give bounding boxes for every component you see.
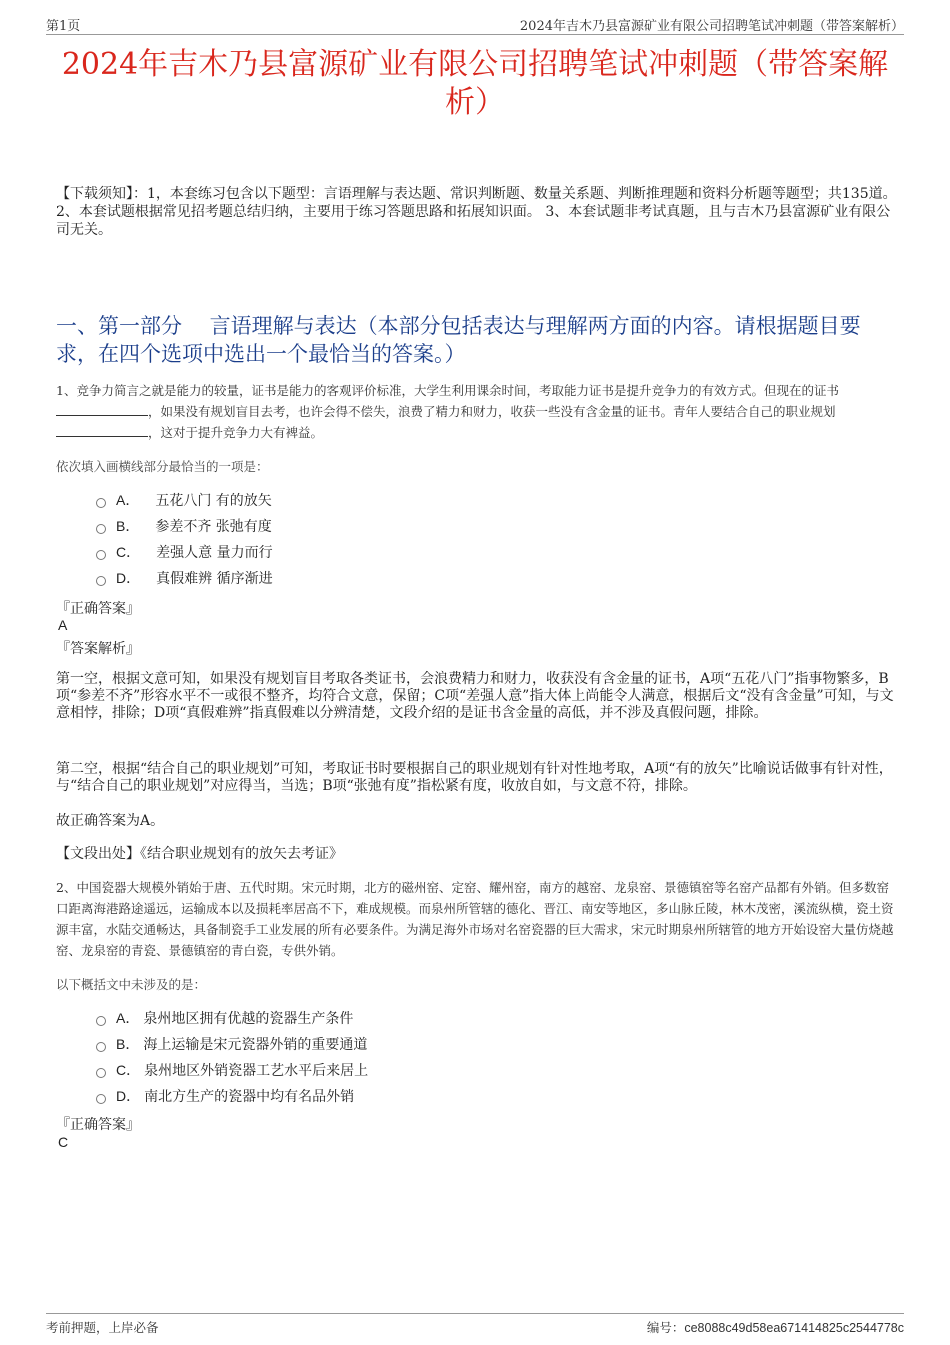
- q1-options: [96, 487, 273, 591]
- q1-analysis-label: 『答案解析』: [56, 641, 140, 657]
- q1-analysis-3: [56, 813, 898, 830]
- q1-analysis-2: [56, 761, 898, 795]
- q1-analysis: [56, 671, 898, 722]
- question-2-stem: 2、中国瓷器大规模外销始于唐、五代时期。宋元时期，北方的磁州窑、定窑、耀州窑，南方的越窑、龙泉窑、景德镇窑等名窑产品都有外销。但多数窑口距离海港路途遥远，运输成本以及损耗率居高不下，难成规模。而泉州所管辖的德化、晋江、南安等地区，多山脉丘陵，林木茂密，溪流纵横，瓷土资源丰富，水陆交通畅达，具备制瓷手工业发展的所有必要条件。为满足海外市场对名窑瓷器的巨大需求，宋元时期泉州所辖管的地方开始设窑大量仿烧越窑、龙泉窑的青瓷、景德镇窑的青白瓷，专供外销。: [56, 880, 894, 958]
- page-footer: [46, 1313, 904, 1335]
- q1-answer: A: [58, 617, 68, 633]
- q2-option-b[interactable]: B． 海上运输是宋元瓷器外销的重要通道: [96, 1031, 368, 1057]
- code-value: ce8088c49d58ea671414825c2544778c: [684, 1321, 904, 1335]
- q1-text-part-b: ，如果没有规划盲目去考，也许会得不偿失，浪费了精力和财力，收获一些没有含金量的证书。青年人要结合自己的职业规划: [148, 404, 836, 419]
- q2-option-a[interactable]: A． 泉州地区拥有优越的瓷器生产条件: [96, 1005, 368, 1031]
- question-1-stem: [56, 380, 898, 443]
- q1-answer-label: 『正确答案』: [56, 601, 140, 617]
- radio-icon[interactable]: [96, 576, 106, 586]
- q1-option-d[interactable]: D． 真假难辨 循序渐进: [96, 565, 273, 591]
- page-header: [46, 14, 904, 35]
- q1-option-c[interactable]: C． 差强人意 量力而行: [96, 539, 273, 565]
- q1-text-part-a: 1、竞争力简言之就是能力的较量，证书是能力的客观评价标准，大学生利用课余时间，考取能力证书是提升竞争力的有效方式。但现在的证书: [56, 383, 839, 398]
- footer-code: [647, 1318, 904, 1336]
- section-heading: 一、第一部分 言语理解与表达（本部分包括表达与理解两方面的内容。请根据题目要求，在四个选项中选出一个最恰当的答案。）: [56, 314, 861, 366]
- q1-prompt: 依次填入画横线部分最恰当的一项是：: [56, 459, 269, 474]
- q1-option-b[interactable]: B． 参差不齐 张弛有度: [96, 513, 273, 539]
- q2-option-d[interactable]: D． 南北方生产的瓷器中均有名品外销: [96, 1083, 368, 1109]
- q1-text-part-c: ，这对于提升竞争力大有裨益。: [148, 425, 324, 440]
- radio-icon[interactable]: [96, 1042, 106, 1052]
- radio-icon[interactable]: [96, 550, 106, 560]
- analysis-conclusion: 故正确答案为A。: [56, 813, 165, 829]
- radio-icon[interactable]: [96, 1094, 106, 1104]
- q2-answer: C: [58, 1134, 69, 1150]
- page-number: 第1页: [46, 19, 81, 34]
- radio-icon[interactable]: [96, 1016, 106, 1026]
- download-notice: 【下载须知】：1，本套练习包含以下题型：言语理解与表达题、常识判断题、数量关系题、判断推理题和资料分析题等题型；共135道。 2、本套试题根据常见招考题总结归纳，主要用于练习答题思路和拓展知识面。 3、本套试题非考试真题，且与吉木乃县富源矿业有限公司无关。: [56, 186, 897, 238]
- code-label: 编号：: [646, 1320, 685, 1335]
- q1-option-a[interactable]: A． 五花八门 有的放矢: [96, 487, 273, 513]
- analysis-paragraph-1: 第一空，根据文意可知，如果没有规划盲目考取各类证书，会浪费精力和财力，收获没有含金量的证书，A项“五花八门”指事物繁多，B项“参差不齐”形容水平不一或很不整齐，均符合文意，保留；C项“差强人意”指大体上尚能令人满意，根据后文“没有含金量”可知，与文意相悖，排除；D项“真假难辨”指真假难以分辨清楚，文段介绍的是证书含金量的高低，并不涉及真假问题，排除。: [56, 671, 894, 721]
- source-citation: 【文段出处】《结合职业规划有的放矢去考证》: [56, 846, 343, 862]
- header-doc-title: 2024年吉木乃县富源矿业有限公司招聘笔试冲刺题（带答案解析）: [519, 19, 904, 34]
- radio-icon[interactable]: [96, 1068, 106, 1078]
- radio-icon[interactable]: [96, 524, 106, 534]
- q1-source: [56, 846, 898, 863]
- q2-prompt: 以下概括文中未涉及的是：: [56, 977, 207, 992]
- blank-line: [56, 424, 148, 437]
- q2-options: [96, 1005, 368, 1109]
- footer-slogan: 考前押题，上岸必备: [46, 1320, 159, 1335]
- q2-answer-label: 『正确答案』: [56, 1117, 140, 1133]
- document-title: 2024年吉木乃县富源矿业有限公司招聘笔试冲刺题（带答案解析）: [61, 47, 889, 120]
- blank-line: [56, 403, 148, 416]
- radio-icon[interactable]: [96, 498, 106, 508]
- analysis-paragraph-2: 第二空，根据“结合自己的职业规划”可知，考取证书时要根据自己的职业规划有针对性地考取，A项“有的放矢”比喻说话做事有针对性，与“结合自己的职业规划”对应得当，当选；B项“张弛有度”指松紧有度，收放自如，与文意不符，排除。: [56, 761, 893, 794]
- q2-option-c[interactable]: C． 泉州地区外销瓷器工艺水平后来居上: [96, 1057, 368, 1083]
